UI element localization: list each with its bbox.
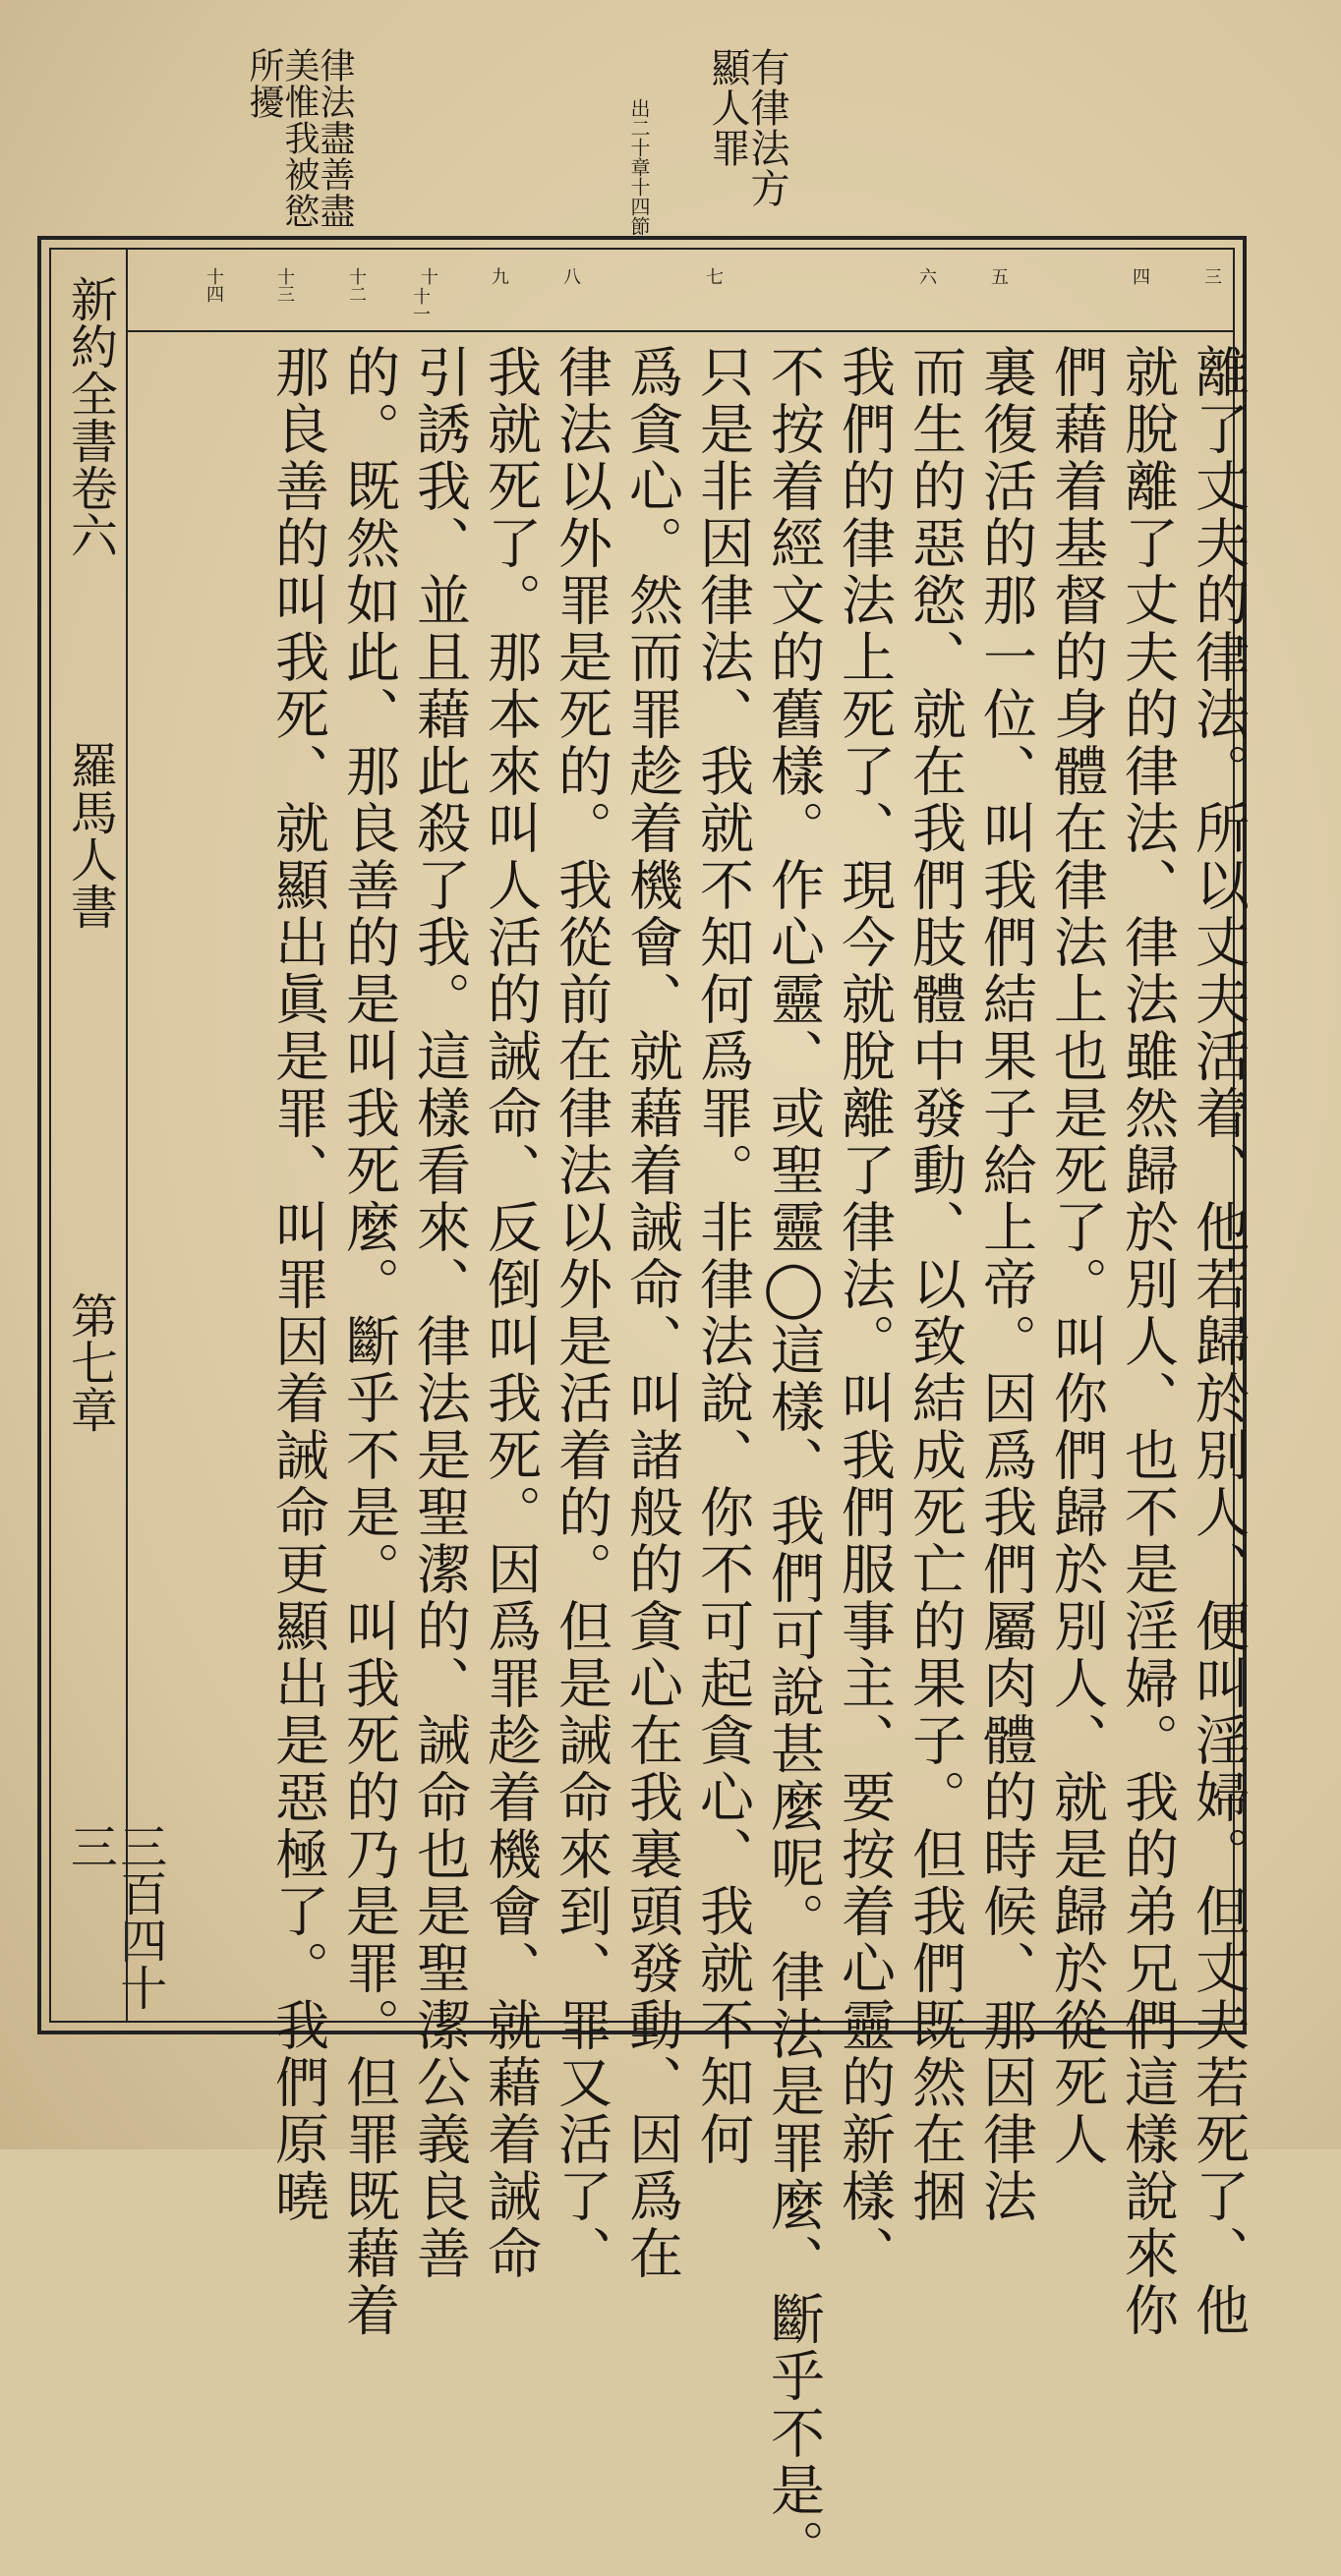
text-column: 爲貪心。然而罪趁着機會、就藉着誡命、叫諸般的貪心在我裏頭發動、因爲在 [620,344,683,2282]
verse-number: 四 [1130,267,1150,285]
text-column: 裏復活的那一位、叫我們結果子給上帝。因爲我們屬肉體的時候、那因律法 [974,344,1037,2225]
verse-number: 十二 [346,267,367,303]
book-name: 羅馬人書 [62,741,118,930]
verse-number: 六 [916,267,937,285]
text-column: 引誘我、並且藉此殺了我。這樣看來、律法是聖潔的、誡命也是聖潔公義良善 [408,344,471,2282]
scripture-text [126,332,1250,2576]
verse-numbers [126,250,1233,330]
verse-number: 十 [418,267,438,285]
verse-number: 八 [560,267,581,285]
verse-number: 七 [703,267,724,285]
margin-note-law-reveals-sin: 有律法方顯人罪 [705,47,789,208]
text-column: 而生的惡慾、就在我們肢體中發動、以致結成死亡的果子。但我們既然在捆 [904,344,966,2225]
running-header [51,250,167,2021]
book-series-title: 新約全書卷六 [62,275,118,558]
text-column: 那良善的叫我死、就顯出眞是罪、叫罪因着誡命更顯出是惡極了。我們原曉 [266,344,329,2225]
text-frame [37,236,1250,2576]
margin-note-law-good: 律法盡善盡美惟我被慾所擾 [244,47,355,229]
page-number: 三百四十三 [62,1822,167,2011]
text-column: 我就死了。那本來叫人活的誡命、反倒叫我死。因爲罪趁着機會、就藉着誡命 [479,344,542,2282]
text-column: 只是非因律法、我就不知何爲罪。非律法說、你不可起貪心、我就不知何 [691,344,754,2168]
verse-number: 十四 [204,267,224,303]
frame-inner [49,248,1250,2576]
chapter-label: 第七章 [62,1291,118,1433]
verse-number: 十三 [274,267,295,303]
text-column: 的。既然如此、那良善的是叫我死麼。斷乎不是。叫我死的乃是罪。但罪既藉着 [337,344,400,2339]
verse-number: 三 [1201,267,1222,285]
text-column: 就脫離了丈夫的律法、律法雖然歸於別人、也不是淫婦。我的弟兄們這樣說來你 [1116,344,1179,2339]
verse-number: 九 [489,267,509,285]
upper-margin-notes [246,29,796,236]
margin-note-reference: 出二十章十四節 [627,98,651,236]
verse-number: 十一 [410,287,431,322]
verse-number: 五 [988,267,1009,285]
text-column: 我們的律法上死了、現今就脫離了律法。叫我們服事主、要按着心靈的新樣、 [833,344,896,2282]
text-column: 律法以外罪是死的。我從前在律法以外是活着的。但是誡命來到、罪又活了、 [550,344,612,2282]
text-column: 離了丈夫的律法。所以丈夫活着、他若歸於別人、便叫淫婦。但丈夫若死了、他 [1187,344,1250,2339]
text-column: 們藉着基督的身體在律法上也是死了。叫你們歸於別人、就是歸於從死人 [1045,344,1108,2168]
text-column: 不按着經文的舊樣。作心靈、或聖靈◯這樣、我們可說甚麼呢。律法是罪麼、斷乎不是。 [762,344,825,2576]
